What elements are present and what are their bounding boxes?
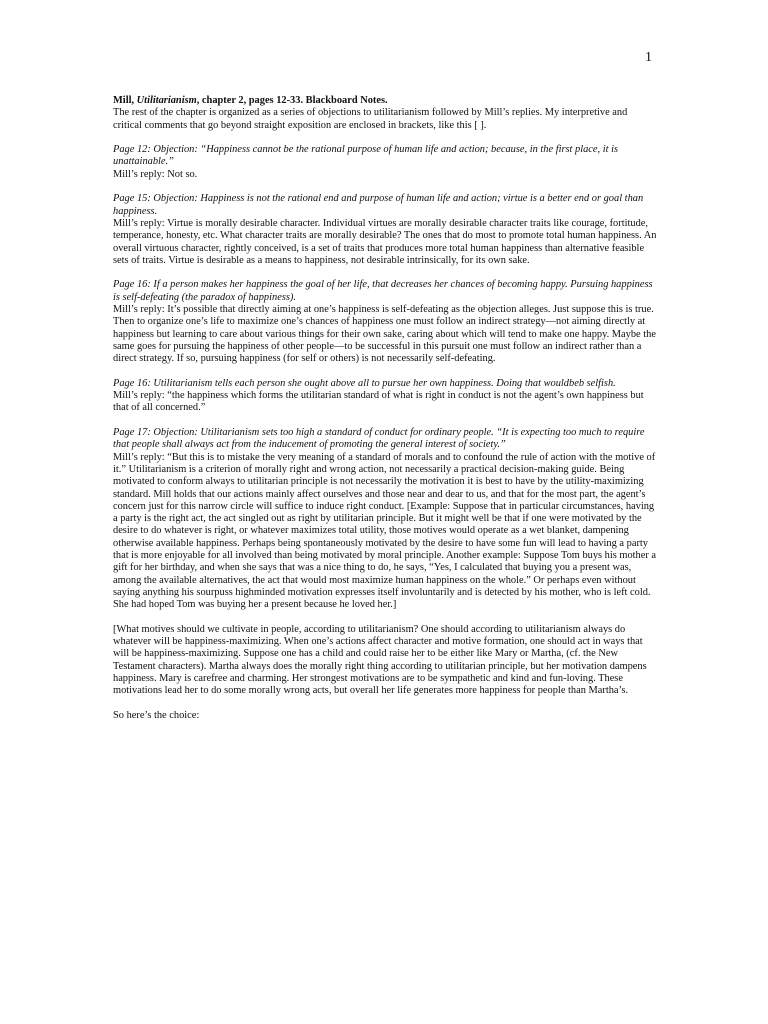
objection-text: Page 12: Objection: “Happiness cannot be the rational purpose of human life and action; because, in the first place, it is unattainable.”	[113, 144, 619, 168]
closing-block	[113, 710, 658, 722]
reply-text: Mill’s reply: Virtue is morally desirable character. Individual virtues are morally desirable character traits like courage, fortitude, temperance, honesty, etc. What character traits are morally desirable? The ones that do most to promote total human happiness. An overall virtuous character, rightly conceived, is a set of traits that produces more total human happiness than alternative feasible sets of traits. Virtue is desirable as a means to happiness, not desirable intrinsically, for its own sake.	[113, 217, 657, 266]
closing-line: So here’s the choice:	[113, 709, 200, 721]
document-title	[113, 95, 658, 107]
document-body	[113, 95, 658, 722]
objection-text: Page 16: Utilitarianism tells each person she ought above all to pursue her own happiness. Doing that wouldbeb selfish.	[113, 377, 616, 389]
header-block	[113, 95, 658, 132]
reply-text: Mill’s reply: It’s possible that directly aiming at one’s happiness is self-defeating as the objection alleges. Just suppose this is true. Then to organize one’s life to maximize one’s chances of happiness one must follow an indirect strategy—not aiming directly at happiness but learning to care about various things for their own sake, caring about which will tend to make one happy. Maybe the same goes for pursuing the happiness of other people—to be successful in this pursuit one must follow an indirect rather than a direct strategy. If so, pursuing happiness (for self or others) is not necessarily self-defeating.	[113, 304, 656, 365]
bracket-commentary	[113, 624, 658, 698]
title-rest: , chapter 2, pages 12-33. Blackboard Notes.	[196, 95, 388, 106]
section-page-16-selfish	[113, 378, 658, 415]
title-author: Mill,	[113, 95, 137, 106]
commentary-paragraph: [What motives should we cultivate in people, according to utilitarianism? One should according to utilitarianism always do whatever will be happiness-maximizing. When one’s actions affect character and motive formation, one should act in ways that will be happiness-maximizing. Suppose one has a child and could raise her to be either like Mary or Martha, (cf. the New Testament characters). Martha always does the morally right thing according to utilitarian principle, but her motivation dampens happiness. Mary is carefree and charming. Her strongest motivations are to be sympathetic and kind and fun-loving. These motivations lead her to do some morally wrong acts, but overall her life generates more happiness for people than Martha’s.	[113, 623, 647, 697]
reply-text: Mill’s reply: Not so.	[113, 168, 198, 180]
objection-text: Page 16: If a person makes her happiness the goal of her life, that decreases her chances of becoming happy. Pursuing happiness is self-defeating (the paradox of happiness).	[113, 279, 653, 303]
objection-text: Page 15: Objection: Happiness is not the rational end and purpose of human life and action; virtue is a better end or goal than happiness.	[113, 193, 644, 217]
title-book: Utilitarianism	[136, 95, 197, 106]
section-page-12	[113, 144, 658, 181]
section-page-15	[113, 193, 658, 267]
section-page-17	[113, 427, 658, 611]
reply-text: Mill’s reply: “But this is to mistake the very meaning of a standard of morals and to confound the rule of action with the motive of it.” Utilitarianism is a criterion of morally right and wrong action, not necessarily a practical decision-making guide. Being motivated to conform always to utilitarian principle is not necessarily the motivation it is best to have by the utility-maximizing standard. Mill holds that our actions mainly affect ourselves and those near and dear to us, and that for the most part, the agent’s concern just for this narrow circle will suffice to induce right conduct. [Example: Suppose that in particular circumstances, having a party is the right act, the act singled out as right by utilitarian principle. But it might well be that if one were motivated by the desire to do whatever is right, or whatever maximizes total utility, those motives would operate as a wet blanket, dampening otherwise available happiness. Perhaps being spontaneously motivated by the desire to have some fun will lead to having a party that is more enjoyable for all involved than being motivated by moral principle. Another example: Suppose Tom buys his mother a gift for her birthday, and when she says that was a nice thing to do, he says, “Yes, I calculated that buying you a present was, among the available alternatives, the act that would most maximize human happiness on the whole.” Or perhaps even without saying anything his sourpuss highminded motivation expresses itself involuntarily and is detected by his mother, who is left cold. She had hoped Tom was buying her a present because he loved her.]	[113, 451, 657, 611]
reply-text: Mill’s reply: “the happiness which forms the utilitarian standard of what is right in conduct is not the agent’s own happiness but that of all concerned.”	[113, 390, 644, 414]
objection-text: Page 17: Objection: Utilitarianism sets too high a standard of conduct for ordinary people. “It is expecting too much to require that people shall always act from the inducement of promoting the general interest of society.”	[113, 427, 645, 451]
page-number: 1	[645, 50, 652, 65]
intro-paragraph: The rest of the chapter is organized as a series of objections to utilitarianism followed by Mill’s replies. My interpretive and critical comments that go beyond straight exposition are enclosed in brackets, like this [ ].	[113, 107, 628, 131]
section-page-16-paradox	[113, 279, 658, 365]
